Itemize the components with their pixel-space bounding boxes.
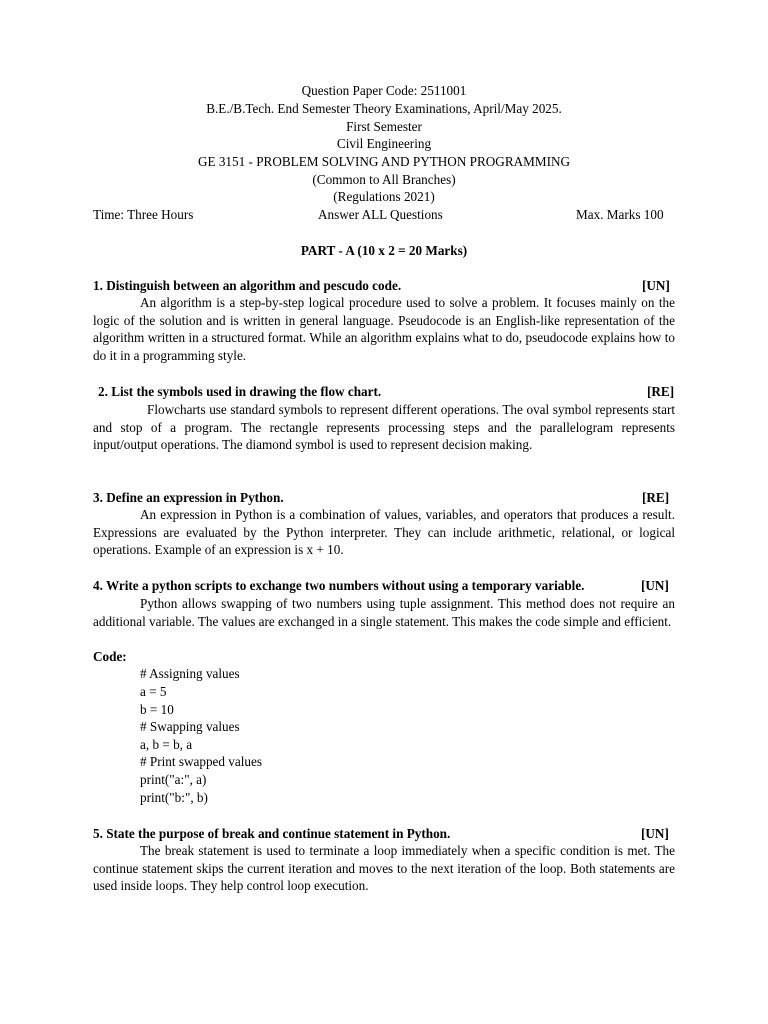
code-line: print("b:", b)	[140, 790, 208, 805]
question-2-answer	[93, 401, 675, 454]
code-line: a, b = b, a	[140, 737, 193, 752]
course-title: GE 3151 - PROBLEM SOLVING AND PYTHON PROGRAMMING	[197, 154, 571, 169]
answer-text: Python allows swapping of two numbers using tuple assignment. This method does not require an additional variable. The values are exchanged in a single statement. This makes the code simple and efficient.	[93, 596, 675, 629]
question-1-answer	[93, 294, 675, 364]
part-a-title: PART - A (10 x 2 = 20 Marks)	[300, 243, 468, 258]
code-line: # Print swapped values	[140, 754, 262, 769]
answer-instruction: Answer ALL Questions	[318, 207, 443, 222]
question-5-answer	[93, 842, 675, 895]
max-marks: Max. Marks 100	[576, 207, 664, 222]
answer-text: Flowcharts use standard symbols to represent different operations. The oval symbol represents start and stop of a program. The rectangle represents processing steps and the parallelogram represents input/output operations. The diamond symbol is used to represent decision making.	[93, 402, 675, 453]
question-2-title: 2. List the symbols used in drawing the flow chart.	[98, 384, 382, 399]
answer-text: An algorithm is a step-by-step logical procedure used to solve a problem. It focuses mainly on the logic of the solution and is written in general language. Pseudocode is an English-like representation of the algorithm written in a structured format. While an algorithm explains what to do, pseudocode explains how to do it in a programming style.	[93, 295, 675, 363]
question-5-title: 5. State the purpose of break and continue statement in Python.	[93, 826, 451, 841]
question-4-answer	[93, 595, 675, 630]
code-label: Code:	[93, 649, 127, 664]
regulations-note: (Regulations 2021)	[333, 189, 435, 204]
code-line: a = 5	[140, 684, 167, 699]
code-line: b = 10	[140, 702, 174, 717]
question-5-tag: [UN]	[641, 826, 669, 841]
branches-note: (Common to All Branches)	[312, 172, 456, 187]
exam-title: B.E./B.Tech. End Semester Theory Examinations, April/May 2025.	[206, 101, 562, 116]
answer-text: An expression in Python is a combination of values, variables, and operators that produces a result. Expressions are evaluated by the Python interpreter. They can include arithmetic, relational, or logical operations. Example of an expression is x + 10.	[93, 507, 675, 558]
code-line: # Swapping values	[140, 719, 240, 734]
department: Civil Engineering	[336, 136, 432, 151]
question-3-title: 3. Define an expression in Python.	[93, 490, 284, 505]
question-2-tag: [RE]	[647, 384, 675, 399]
paper-code: Question Paper Code: 2511001	[301, 83, 467, 98]
question-4-tag: [UN]	[641, 578, 669, 593]
code-line: print("a:", a)	[140, 772, 207, 787]
question-3-tag: [RE]	[642, 490, 670, 505]
question-4-title: 4. Write a python scripts to exchange two numbers without using a temporary variable.	[93, 578, 585, 593]
answer-text: The break statement is used to terminate a loop immediately when a specific condition is met. The continue statement skips the current iteration and moves to the next iteration of the loop. Both statements are used inside loops. They help control loop execution.	[93, 843, 675, 894]
exam-duration: Time: Three Hours	[93, 207, 194, 222]
question-1-title: 1. Distinguish between an algorithm and pescudo code.	[93, 278, 402, 293]
semester: First Semester	[346, 119, 422, 134]
code-line: # Assigning values	[140, 666, 240, 681]
question-1-tag: [UN]	[642, 278, 670, 293]
question-3-answer	[93, 506, 675, 559]
